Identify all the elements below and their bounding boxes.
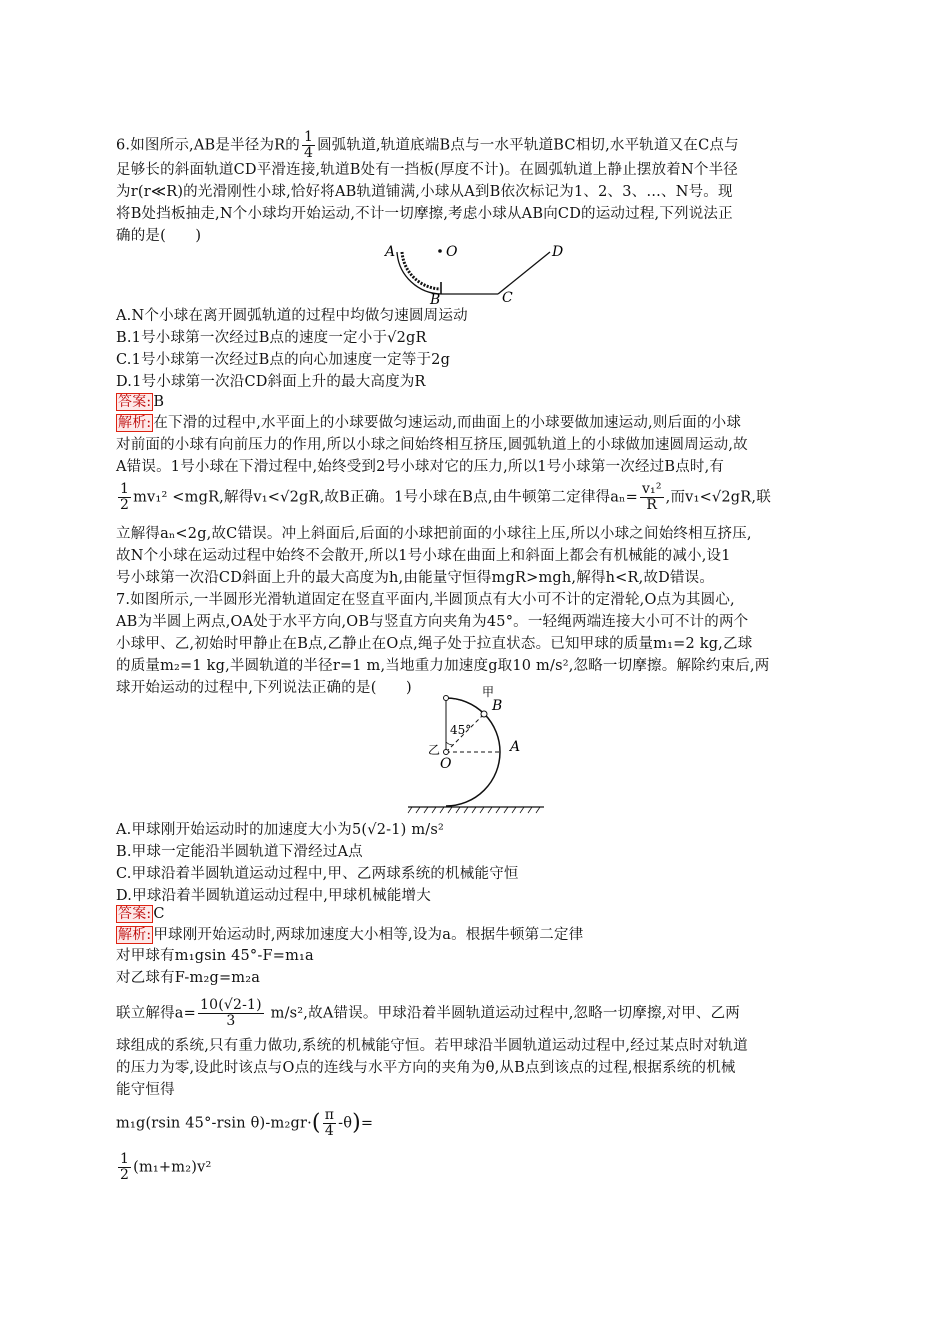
q7-line-3: 小球甲、乙,初始时甲静止在B点,乙静止在O点,绳子处于拉直状态。已知甲球的质量m₁=2 kg,乙球	[116, 636, 753, 652]
equation-text: -θ	[338, 1115, 353, 1132]
q6-analysis-3: A错误。1号小球在下滑过程中,始终受到2号小球对它的压力,所以1号小球第一次经过B点时,有	[116, 459, 725, 475]
analysis-text: 甲球刚开始运动时,两球加速度大小相等,设为a。根据牛顿第二定律	[153, 927, 584, 943]
q6-text: 6.如图所示,AB是半径为R的	[116, 137, 300, 154]
q7-analysis-3: 对乙球有F-m₂g=m₂a	[116, 970, 261, 986]
q6-line-3: 为r(r≪R)的光滑刚性小球,恰好将AB轨道铺满,小球从A到B依次标记为1、2、3、…、N号。现	[116, 184, 733, 200]
q7-line-4: 的质量m₂=1 kg,半圆轨道的半径r=1 m,当地重力加速度g取10 m/s²,忽略一切摩擦。解除约束后,两	[116, 658, 770, 674]
q7-option-a: A.甲球刚开始运动时的加速度大小为5(√2-1) m/s²	[116, 822, 445, 838]
q6-analysis-5: 立解得aₙ<2g,故C错误。冲上斜面后,后面的小球把前面的小球往上压,所以小球之间始终相互挤压,	[116, 526, 752, 542]
analysis-text: m/s²,故A错误。甲球沿着半圆轨道运动过程中,忽略一切摩擦,对甲、乙两	[265, 1005, 741, 1022]
equation-text: (m₁+m₂)v²	[133, 1159, 212, 1176]
q6-text: 圆弧轨道,轨道底端B点与一水平轨道BC相切,水平轨道又在C点与	[317, 137, 739, 154]
q7-analysis-5: 球组成的系统,只有重力做功,系统的机械能守恒。若甲球沿半圆轨道运动过程中,经过某点时对轨道	[116, 1038, 748, 1054]
label-O: O	[440, 756, 452, 772]
q6-analysis-1	[116, 413, 741, 433]
q6-analysis-4	[116, 482, 771, 513]
q6-line-5: 确的是( )	[116, 228, 202, 244]
label-B: B	[492, 698, 503, 714]
q7-line-2: AB为半圆上两点,OA处于水平方向,OB与竖直方向夹角为45°。一轻绳两端连接大小可不计的两个	[116, 614, 749, 630]
fraction-accel: $\frac{10(√2-1)}{3}$	[200, 997, 262, 1029]
q7-analysis-7: 能守恒得	[116, 1082, 175, 1098]
q7-option-d: D.甲球沿着半圆轨道运动过程中,甲球机械能增大	[116, 888, 431, 904]
label-B: B	[430, 292, 441, 304]
label-jia: 甲	[482, 685, 495, 699]
q7-option-b: B.甲球一定能沿半圆轨道下滑经过A点	[116, 844, 363, 860]
label-C: C	[502, 290, 513, 304]
q7-equation-1: m₁g(rsin 45°-rsin θ)-m₂gr·( $\frac{\pi}{4}$ -θ)=	[116, 1107, 374, 1139]
q6-answer	[116, 392, 164, 412]
analysis-text: 联立解得a=	[116, 1005, 196, 1022]
fraction-half: $\frac{1}{2}$	[120, 1151, 130, 1183]
label-yi: 乙	[428, 743, 441, 757]
fraction: $\frac{1}{4}$	[304, 129, 314, 161]
label-O: O	[446, 244, 458, 260]
answer-label: 答案:	[118, 906, 152, 922]
q6-option-b: B.1号小球第一次经过B点的速度一定小于√2gR	[116, 330, 427, 346]
q7-option-c: C.甲球沿着半圆轨道运动过程中,甲、乙两球系统的机械能守恒	[116, 866, 519, 882]
q6-line-2: 足够长的斜面轨道CD平滑连接,轨道B处有一挡板(厚度不计)。在圆弧轨道上静止摆放着N个半径	[116, 162, 738, 178]
equation-text: m₁g(rsin 45°-rsin θ)-m₂gr·	[116, 1115, 312, 1132]
analysis-text: mv₁² <mgR,解得v₁<√2gR,故B正确。1号小球在B点,由牛顿第二定律得aₙ=	[133, 489, 638, 506]
fraction-pi-over-4: $\frac{\pi}{4}$	[324, 1107, 335, 1139]
answer-value: C	[153, 906, 165, 922]
analysis-text: ,而v₁<√2gR,联	[665, 489, 771, 506]
analysis-label: 解析:	[118, 927, 152, 943]
q7-analysis-6: 的压力为零,设此时该点与O点的连线与水平方向的夹角为θ,从B点到该点的过程,根据系统的机械	[116, 1060, 736, 1076]
q7-analysis-2: 对甲球有m₁gsin 45°-F=m₁a	[116, 948, 314, 964]
analysis-label: 解析:	[118, 415, 152, 431]
q7-semicircle-figure	[400, 682, 550, 814]
q6-option-c: C.1号小球第一次经过B点的向心加速度一定等于2g	[116, 352, 451, 368]
label-D: D	[552, 244, 564, 260]
q6-analysis-2: 对前面的小球有向前压力的作用,所以小球之间始终相互挤压,圆弧轨道上的小球做加速圆周运动,故	[116, 437, 748, 453]
label-45deg: 45°	[450, 723, 472, 737]
q6-analysis-6: 故N个小球在运动过程中始终不会散开,所以1号小球在曲面上和斜面上都会有机械能的减小,设1	[116, 548, 731, 564]
answer-label: 答案:	[118, 394, 152, 410]
q6-option-a: A.N个小球在离开圆弧轨道的过程中均做匀速圆周运动	[116, 308, 468, 324]
equation-text: =	[360, 1115, 374, 1132]
q6-track-figure	[380, 238, 580, 304]
q7-line-1: 7.如图所示,一半圆形光滑轨道固定在竖直平面内,半圆顶点有大小可不计的定滑轮,O点为其圆心,	[116, 592, 735, 608]
q7-analysis-4	[116, 998, 740, 1029]
q6-analysis-7: 号小球第一次沿CD斜面上升的最大高度为h,由能量守恒得mgR>mgh,解得h<R,故D错误。	[116, 570, 715, 586]
answer-value: B	[153, 394, 165, 410]
label-A: A	[385, 244, 396, 260]
q7-equation-2	[116, 1152, 212, 1183]
fraction-v1sq-over-r: $\frac{\text{v₁²}}{R}$	[641, 481, 662, 513]
q6-option-d: D.1号小球第一次沿CD斜面上升的最大高度为R	[116, 374, 426, 390]
q6-line-4: 将B处挡板抽走,N个小球均开始运动,不计一切摩擦,考虑小球从AB向CD的运动过程,下列说法正	[116, 206, 733, 222]
label-A: A	[510, 739, 521, 755]
analysis-text: 在下滑的过程中,水平面上的小球要做匀速运动,而曲面上的小球要做加速运动,则后面的小球	[153, 415, 742, 431]
q7-analysis-1	[116, 925, 583, 945]
q7-line-5: 球开始运动的过程中,下列说法正确的是( )	[116, 680, 412, 696]
fraction-half: $\frac{1}{2}$	[120, 481, 130, 513]
q6-line-1	[116, 130, 739, 161]
q7-answer	[116, 904, 165, 924]
